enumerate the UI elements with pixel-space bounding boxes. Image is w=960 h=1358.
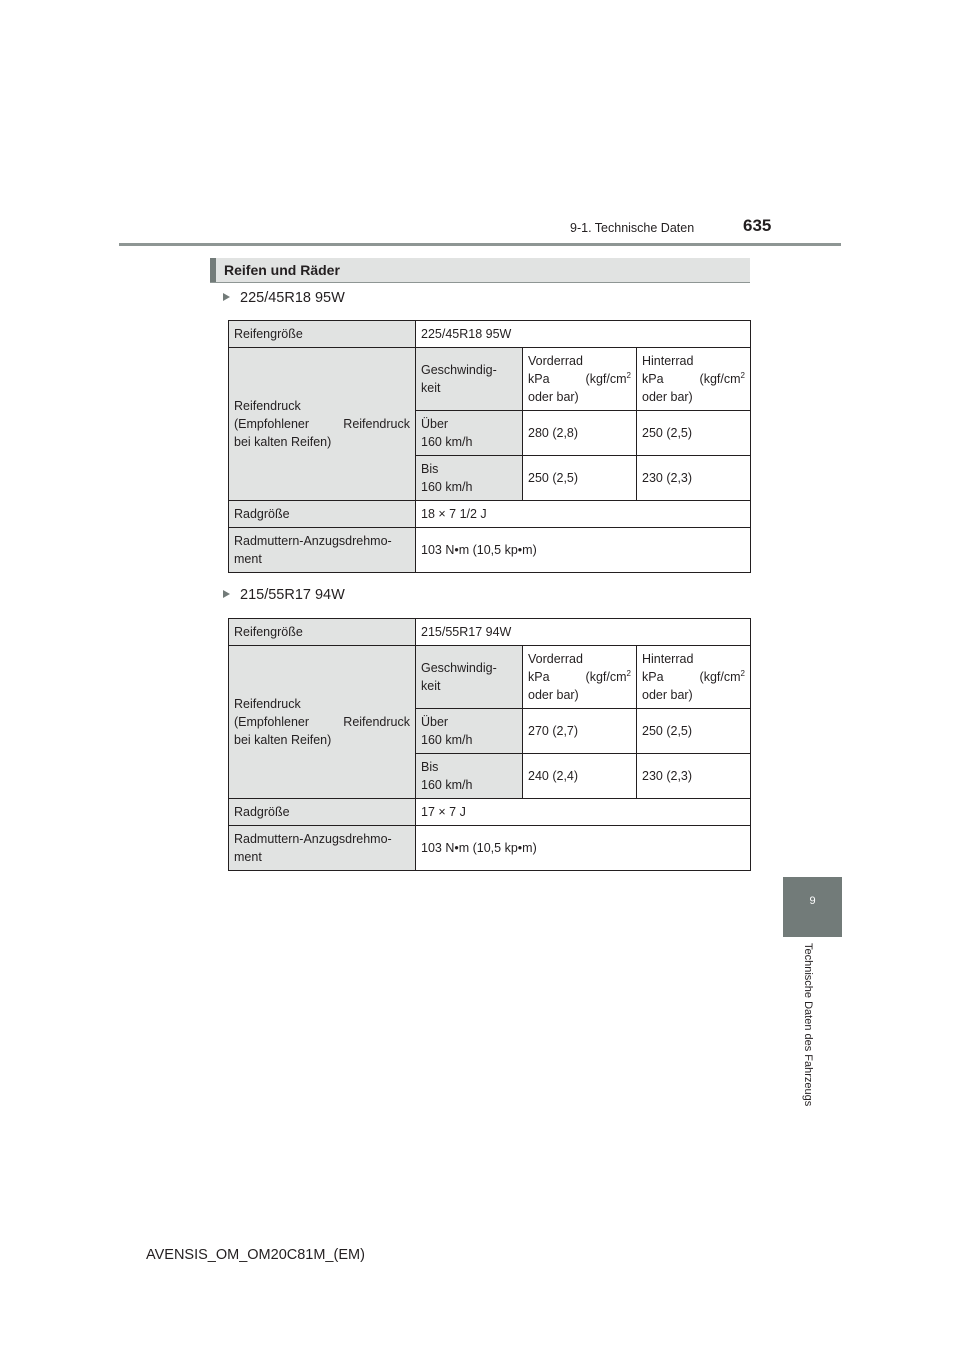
torque-label-line: Radmuttern-Anzugsdrehmo- xyxy=(234,534,392,548)
table-row xyxy=(229,826,751,871)
speed-cell xyxy=(416,456,523,501)
header-line: oder bar) xyxy=(642,688,693,702)
pressure-label xyxy=(229,646,416,799)
header-line: oder bar) xyxy=(642,390,693,404)
header-line: Geschwindig- xyxy=(421,363,497,377)
tire-spec-table xyxy=(228,618,751,871)
wheel-size-value: 17 × 7 J xyxy=(416,799,751,826)
header-line: keit xyxy=(421,679,441,693)
chapter-number: 9 xyxy=(809,895,816,907)
header-divider xyxy=(119,243,841,246)
rear-pressure-cell: 250 (2,5) xyxy=(637,709,751,754)
torque-label xyxy=(229,528,416,573)
speed-line: 160 km/h xyxy=(421,480,473,494)
variant-heading xyxy=(223,587,345,603)
table-row xyxy=(229,799,751,826)
header-section-title: 9-1. Technische Daten xyxy=(570,221,695,235)
front-column-header xyxy=(523,646,637,709)
header-line: oder bar) xyxy=(528,390,579,404)
wheel-size-value: 18 × 7 1/2 J xyxy=(416,501,751,528)
chapter-label: Technische Daten des Fahrzeugs xyxy=(802,943,814,1107)
header-line: Vorderrad xyxy=(528,354,583,368)
header-line xyxy=(528,668,631,686)
speed-line: 160 km/h xyxy=(421,435,473,449)
pressure-label-line: (Empfohlener Reifendruck xyxy=(234,417,410,431)
torque-value: 103 N•m (10,5 kp•m) xyxy=(416,826,751,871)
speed-line: 160 km/h xyxy=(421,733,473,747)
table-row xyxy=(229,619,751,646)
header-line xyxy=(642,370,745,388)
rear-pressure-cell: 230 (2,3) xyxy=(637,456,751,501)
table-row xyxy=(229,528,751,573)
size-value: 215/55R17 94W xyxy=(416,619,751,646)
speed-cell xyxy=(416,754,523,799)
page-number: 635 xyxy=(743,216,772,235)
superscript: 2 xyxy=(740,371,745,380)
header-unit: kPa (kgf/cm xyxy=(642,670,741,684)
front-pressure-cell: 280 (2,8) xyxy=(523,411,637,456)
header-line xyxy=(528,370,631,388)
rear-pressure-cell: 230 (2,3) xyxy=(637,754,751,799)
section-heading-bar xyxy=(210,258,216,282)
header-line: oder bar) xyxy=(528,688,579,702)
torque-label xyxy=(229,826,416,871)
rear-pressure-cell: 250 (2,5) xyxy=(637,411,751,456)
bullet-arrow-icon xyxy=(223,590,230,598)
size-value: 225/45R18 95W xyxy=(416,321,751,348)
section-heading xyxy=(210,258,750,283)
wheel-size-label: Radgröße xyxy=(229,799,416,826)
header-line: Hinterrad xyxy=(642,652,694,666)
table-row xyxy=(229,501,751,528)
chapter-tab xyxy=(783,877,842,937)
front-pressure-cell: 250 (2,5) xyxy=(523,456,637,501)
speed-cell xyxy=(416,411,523,456)
superscript: 2 xyxy=(740,669,745,678)
header-line: Vorderrad xyxy=(528,652,583,666)
header-line xyxy=(642,668,745,686)
speed-line: 160 km/h xyxy=(421,778,473,792)
front-column-header xyxy=(523,348,637,411)
size-label: Reifengröße xyxy=(229,321,416,348)
pressure-label xyxy=(229,348,416,501)
speed-line: Über xyxy=(421,417,449,431)
variant-heading xyxy=(223,290,345,306)
document-code: AVENSIS_OM_OM20C81M_(EM) xyxy=(146,1247,365,1263)
speed-line: Über xyxy=(421,715,449,729)
torque-label-line: ment xyxy=(234,850,262,864)
torque-value: 103 N•m (10,5 kp•m) xyxy=(416,528,751,573)
table-row xyxy=(229,348,751,411)
header-unit: kPa (kgf/cm xyxy=(642,372,741,386)
speed-line: Bis xyxy=(421,760,439,774)
pressure-label-line: bei kalten Reifen) xyxy=(234,435,332,449)
speed-column-header xyxy=(416,646,523,709)
rear-column-header xyxy=(637,646,751,709)
superscript: 2 xyxy=(626,669,631,678)
pressure-label-line: bei kalten Reifen) xyxy=(234,733,332,747)
speed-column-header xyxy=(416,348,523,411)
pressure-label-line: (Empfohlener Reifendruck xyxy=(234,715,410,729)
speed-cell xyxy=(416,709,523,754)
wheel-size-label: Radgröße xyxy=(229,501,416,528)
variant-label: 225/45R18 95W xyxy=(240,290,345,306)
superscript: 2 xyxy=(626,371,631,380)
front-pressure-cell: 270 (2,7) xyxy=(523,709,637,754)
header-unit: kPa (kgf/cm xyxy=(528,372,627,386)
table-row xyxy=(229,321,751,348)
size-label: Reifengröße xyxy=(229,619,416,646)
table-row xyxy=(229,646,751,709)
variant-label: 215/55R17 94W xyxy=(240,587,345,603)
header-unit: kPa (kgf/cm xyxy=(528,670,627,684)
tire-spec-table xyxy=(228,320,751,573)
bullet-arrow-icon xyxy=(223,293,230,301)
header-line: keit xyxy=(421,381,441,395)
speed-line: Bis xyxy=(421,462,439,476)
section-heading-title: Reifen und Räder xyxy=(224,262,340,278)
pressure-label-line: Reifendruck xyxy=(234,399,301,413)
pressure-label-line: Reifendruck xyxy=(234,697,301,711)
torque-label-line: ment xyxy=(234,552,262,566)
header-line: Geschwindig- xyxy=(421,661,497,675)
torque-label-line: Radmuttern-Anzugsdrehmo- xyxy=(234,832,392,846)
rear-column-header xyxy=(637,348,751,411)
front-pressure-cell: 240 (2,4) xyxy=(523,754,637,799)
header-line: Hinterrad xyxy=(642,354,694,368)
